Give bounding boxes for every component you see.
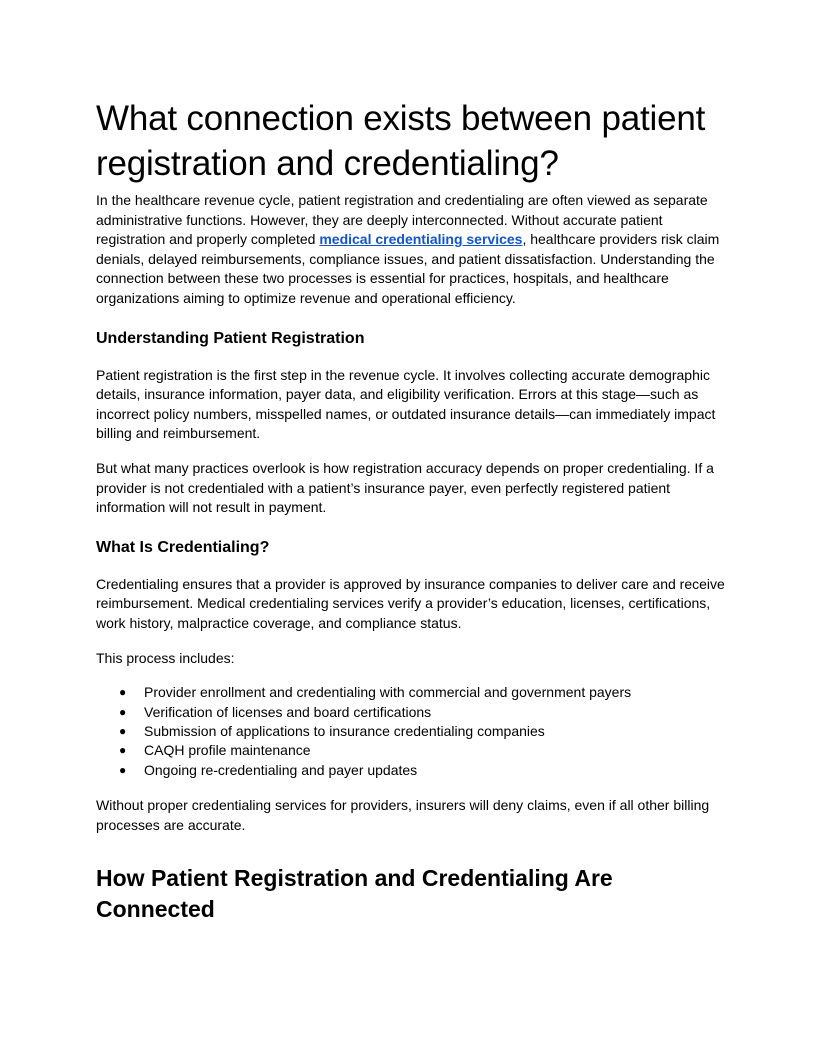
list-item: ● Verification of licenses and board certifications bbox=[96, 703, 726, 722]
bullet-icon: ● bbox=[119, 704, 127, 719]
intro-paragraph bbox=[96, 191, 726, 309]
bullet-icon: ● bbox=[119, 743, 127, 758]
credentialing-paragraph-1: Credentialing ensures that a provider is approved by insurance companies to deliver care and receive reimbursement. Medical credentialing services verify a provider’s education, licenses, certifications, work history, malpractice coverage, and compliance status. bbox=[96, 575, 725, 631]
list-item: ● Ongoing re-credentialing and payer updates bbox=[96, 761, 726, 780]
intro-text-after-link: , healthcare providers risk claim denials, delayed reimbursements, compliance issues, and patient dissatisfaction. Understanding the connection between these two processes is essential for practices, hospitals, and healthcare organizations aiming to optimize revenue and operational efficiency. bbox=[96, 231, 720, 306]
list-item: ● CAQH profile maintenance bbox=[96, 741, 726, 760]
heading-what-is-credentialing: What Is Credentialing? bbox=[96, 538, 270, 556]
bullet-icon: ● bbox=[119, 685, 127, 700]
medical-credentialing-services-link[interactable]: medical credentialing services bbox=[319, 231, 523, 248]
credentialing-paragraph-3: Without proper credentialing services for providers, insurers will deny claims, even if all other billing processes are accurate. bbox=[96, 797, 710, 833]
document-title: What connection exists between patient registration and credentialing? bbox=[96, 99, 706, 183]
credentialing-process-list bbox=[96, 683, 726, 780]
document-content bbox=[96, 96, 726, 925]
heading-understanding-patient-registration: Understanding Patient Registration bbox=[96, 329, 365, 347]
intro-text-before-link: In the healthcare revenue cycle, patient registration and credentialing are often viewed as separate administrative functions. However, they are deeply interconnected. Without accurate patient registration and properly completed bbox=[96, 192, 708, 248]
list-item: ● Submission of applications to insurance credentialing companies bbox=[96, 722, 726, 741]
registration-paragraph-2: But what many practices overlook is how registration accuracy depends on proper credentialing. If a provider is not credentialed with a patient’s insurance payer, even perfectly registered patient information will not result in payment. bbox=[96, 459, 714, 516]
credentialing-paragraph-2: This process includes: bbox=[96, 649, 235, 666]
heading-how-connected: How Patient Registration and Credentialing Are Connected bbox=[96, 865, 613, 923]
bullet-icon: ● bbox=[119, 723, 127, 738]
registration-paragraph-1: Patient registration is the first step in the revenue cycle. It involves collecting accurate demographic details, insurance information, payer data, and eligibility verification. Errors at this stage—such as incorrect policy numbers, misspelled names, or outdated insurance details—can immediately impact billing and reimbursement. bbox=[96, 366, 716, 442]
bullet-icon: ● bbox=[119, 762, 127, 777]
list-item: ● Provider enrollment and credentialing with commercial and government payers bbox=[96, 683, 726, 702]
